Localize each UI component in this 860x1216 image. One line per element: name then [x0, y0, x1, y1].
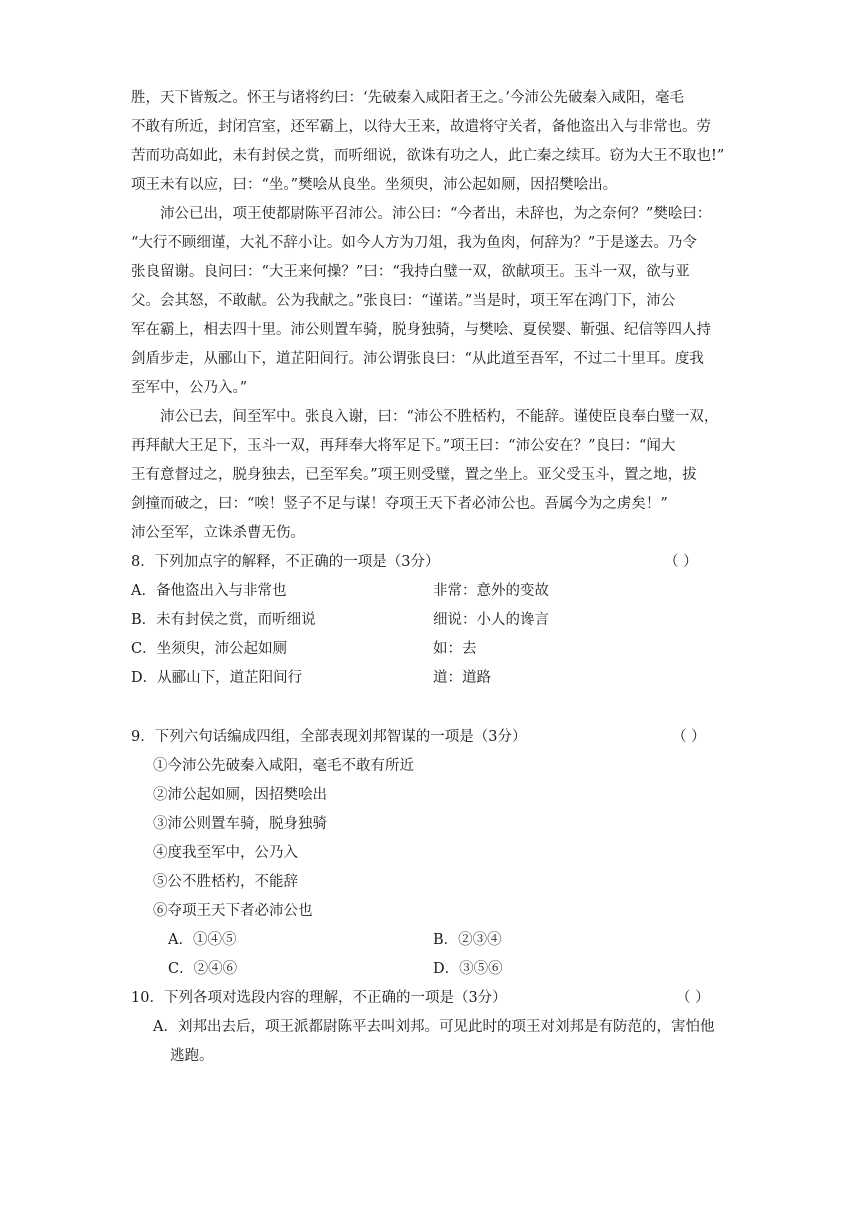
question-stem: 8．下列加点字的解释，不正确的一项是（3分）: [131, 554, 440, 570]
option-explanation: 道：道路: [433, 670, 491, 686]
passage-line: 胜，天下皆叛之。怀王与诸将约曰：‘先破秦入咸阳者王之。’今沛公先破秦入咸阳，毫毛: [131, 90, 684, 106]
answer-blank: （ ）: [676, 990, 710, 1006]
passage-line: 不敢有所近，封闭宫室，还军霸上，以待大王来，故遣将守关者，备他盗出入与非常也。劳: [131, 119, 711, 135]
passage-line: 沛公已去，间至军中。张良入谢，曰：“沛公不胜桮杓，不能辞。谨使臣良奉白璧一双，: [160, 409, 719, 425]
passage-line: 王有意督过之，脱身独去，已至军矣。”项王则受璧，置之坐上。亚父受玉斗，置之地，拔: [131, 467, 697, 483]
passage-line: 至军中，公乃入。”: [131, 380, 248, 396]
passage-line: 苦而功高如此，未有封侯之赏，而听细说，欲诛有功之人，此亡秦之续耳。窃为大王不取也!”: [131, 148, 725, 164]
option-explanation: 非常：意外的变故: [433, 583, 549, 599]
choice-b: B．②③④: [433, 932, 502, 948]
option-text: D．从郦山下，道芷阳间行: [131, 670, 303, 686]
passage-line: 剑撞而破之，曰：“唉！竖子不足与谋！夺项王天下者必沛公也。吾属今为之虏矣！”: [131, 496, 668, 512]
list-item: ④度我至军中，公乃入: [153, 845, 298, 861]
passage-line: 沛公至军，立诛杀曹无伤。: [131, 525, 305, 541]
choice-c: C．②④⑥: [168, 961, 238, 977]
passage-line: “大行不顾细谨，大礼不辞小让。如今人方为刀俎，我为鱼肉，何辞为？”于是遂去。乃令: [131, 235, 697, 251]
passage-line: 项王未有以应，曰：“坐。”樊哙从良坐。坐须臾，沛公起如厕，因招樊哙出。: [131, 177, 618, 193]
choice-a: A．①④⑤: [168, 932, 237, 948]
answer-blank: （ ）: [672, 729, 706, 745]
answer-blank: （ ）: [664, 554, 698, 570]
question-stem: 10．下列各项对选段内容的理解，不正确的一项是（3分）: [131, 990, 507, 1006]
list-item: ⑥夺项王天下者必沛公也: [153, 903, 313, 919]
passage-line: 剑盾步走，从郦山下，道芷阳间行。沛公谓张良曰：“从此道至吾军，不过二十里耳。度我: [131, 351, 704, 367]
list-item: ⑤公不胜桮杓，不能辞: [153, 874, 298, 890]
list-item: ②沛公起如厕，因招樊哙出: [153, 787, 327, 803]
option-text: A．刘邦出去后，项王派都尉陈平去叫刘邦。可见此时的项王对刘邦是有防范的，害怕他: [153, 1019, 715, 1035]
passage-line: 再拜献大王足下，玉斗一双，再拜奉大将军足下。”项王曰：“沛公安在？”良曰：“闻大: [131, 438, 676, 454]
list-item: ③沛公则置车骑，脱身独骑: [153, 816, 327, 832]
question-stem: 9．下列六句话编成四组，全部表现刘邦智谋的一项是（3分）: [131, 729, 527, 745]
option-explanation: 细说：小人的谗言: [433, 612, 549, 628]
option-text-continued: 逃跑。: [170, 1048, 214, 1064]
choice-d: D．③⑤⑥: [433, 961, 503, 977]
option-text: A．备他盗出入与非常也: [131, 583, 287, 599]
option-text: C．坐须臾，沛公起如厕: [131, 641, 288, 657]
passage-line: 沛公已出，项王使都尉陈平召沛公。沛公曰：“今者出，未辞也，为之奈何？”樊哙曰：: [160, 206, 712, 222]
list-item: ①今沛公先破秦入咸阳，毫毛不敢有所近: [153, 758, 414, 774]
passage-line: 张良留谢。良问曰：“大王来何操？”曰：“我持白璧一双，欲献项王。玉斗一双，欲与亚: [131, 264, 690, 280]
option-text: B．未有封侯之赏，而听细说: [131, 612, 316, 628]
passage-line: 军在霸上，相去四十里。沛公则置车骑，脱身独骑，与樊哙、夏侯婴、靳强、纪信等四人持: [131, 322, 711, 338]
passage-line: 父。会其怒，不敢献。公为我献之。”张良曰：“谨诺。”当是时，项王军在鸿门下，沛公: [131, 293, 676, 309]
option-explanation: 如：去: [433, 641, 477, 657]
